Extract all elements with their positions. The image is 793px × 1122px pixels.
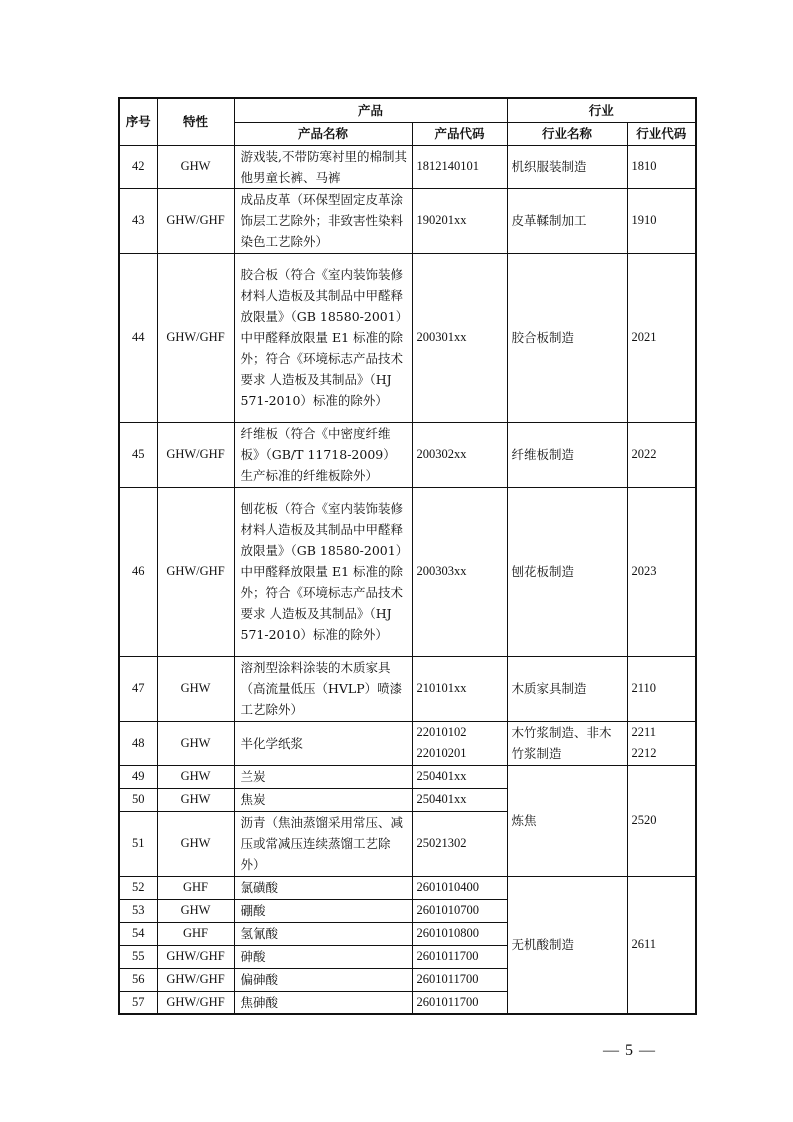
row-industry-code: 2023 [627, 487, 696, 656]
row-product-name: 半化学纸浆 [234, 721, 412, 765]
table-row [119, 487, 696, 656]
header-industry-code: 行业代码 [627, 122, 696, 145]
row-product-code: 250401xx [412, 788, 507, 811]
group-industry-name-coking: 炼焦 [507, 765, 627, 876]
row-product-code: 2601011700 [412, 968, 507, 991]
row-industry-name: 胶合板制造 [507, 253, 627, 422]
row-seq: 50 [119, 788, 157, 811]
header-product: 产品 [234, 98, 507, 122]
header-product-name: 产品名称 [234, 122, 412, 145]
product-industry-table [118, 97, 697, 1015]
row-product-code: 200302xx [412, 422, 507, 487]
row-product-name: 焦炭 [234, 788, 412, 811]
row-product-code: 1812140101 [412, 145, 507, 188]
table-row [119, 765, 696, 788]
row-product-name: 成品皮革（环保型固定皮革涂饰层工艺除外；非致害性染料染色工艺除外） [234, 188, 412, 253]
row-product-code: 2601010800 [412, 922, 507, 945]
row-product-code: 200301xx [412, 253, 507, 422]
row-seq: 51 [119, 811, 157, 876]
row-industry-code [627, 721, 696, 765]
row-industry-name: 木质家具制造 [507, 656, 627, 721]
row-seq: 47 [119, 656, 157, 721]
row-seq: 48 [119, 721, 157, 765]
row-industry-name: 纤维板制造 [507, 422, 627, 487]
row-industry-name: 皮革鞣制加工 [507, 188, 627, 253]
row-attr: GHW/GHF [157, 991, 234, 1014]
row-attr: GHW/GHF [157, 487, 234, 656]
row-product-name: 胶合板（符合《室内装饰装修材料人造板及其制品中甲醛释放限量》（GB 18580-2001）中甲醛释放限量 E1 标准的除外；符合《环境标志产品技术要求 人造板及其制品》（HJ 571-2010）标准的除外） [234, 253, 412, 422]
row-attr: GHW [157, 811, 234, 876]
row-product-name: 氢氰酸 [234, 922, 412, 945]
row-attr: GHW/GHF [157, 968, 234, 991]
row-industry-code-2: 2212 [631, 746, 657, 760]
row-product-code: 250401xx [412, 765, 507, 788]
row-attr: GHF [157, 922, 234, 945]
row-industry-code: 2022 [627, 422, 696, 487]
table-row [119, 253, 696, 422]
row-attr: GHW/GHF [157, 188, 234, 253]
header-product-code: 产品代码 [412, 122, 507, 145]
row-attr: GHW/GHF [157, 422, 234, 487]
table-row [119, 876, 696, 899]
row-product-code: 210101xx [412, 656, 507, 721]
table-row [119, 422, 696, 487]
table-row [119, 145, 696, 188]
row-industry-name: 机织服装制造 [507, 145, 627, 188]
row-product-name: 氯磺酸 [234, 876, 412, 899]
row-product-name: 纤维板（符合《中密度纤维板》（GB/T 11718-2009）生产标准的纤维板除外） [234, 422, 412, 487]
row-seq: 43 [119, 188, 157, 253]
row-product-name: 硼酸 [234, 899, 412, 922]
row-product-name: 沥青（焦油蒸馏采用常压、减压或常减压连续蒸馏工艺除外） [234, 811, 412, 876]
header-industry-name: 行业名称 [507, 122, 627, 145]
header-industry: 行业 [507, 98, 696, 122]
row-attr: GHW [157, 721, 234, 765]
row-attr: GHW/GHF [157, 945, 234, 968]
row-industry-code: 2021 [627, 253, 696, 422]
row-product-code: 25021302 [412, 811, 507, 876]
row-seq: 46 [119, 487, 157, 656]
row-industry-code: 2110 [627, 656, 696, 721]
row-attr: GHW [157, 656, 234, 721]
group-industry-name-acid: 无机酸制造 [507, 876, 627, 1014]
row-product-code: 2601011700 [412, 945, 507, 968]
row-seq: 44 [119, 253, 157, 422]
row-seq: 56 [119, 968, 157, 991]
row-product-name: 游戏装,不带防寒衬里的棉制其他男童长裤、马裤 [234, 145, 412, 188]
row-product-name: 兰炭 [234, 765, 412, 788]
row-seq: 45 [119, 422, 157, 487]
row-attr: GHW/GHF [157, 253, 234, 422]
row-product-name: 砷酸 [234, 945, 412, 968]
row-seq: 49 [119, 765, 157, 788]
row-product-code: 2601010400 [412, 876, 507, 899]
row-attr: GHF [157, 876, 234, 899]
row-attr: GHW [157, 145, 234, 188]
row-seq: 52 [119, 876, 157, 899]
row-industry-name: 木竹浆制造、非木竹浆制造 [507, 721, 627, 765]
table-row [119, 656, 696, 721]
table-row [119, 188, 696, 253]
row-product-name: 溶剂型涂料涂装的木质家具（高流量低压（HVLP）喷漆工艺除外） [234, 656, 412, 721]
row-product-code-1: 22010102 [416, 725, 467, 739]
table-row [119, 721, 696, 765]
row-product-code: 200303xx [412, 487, 507, 656]
group-industry-code-coking: 2520 [627, 765, 696, 876]
row-product-name: 刨花板（符合《室内装饰装修材料人造板及其制品中甲醛释放限量》（GB 18580-2001）中甲醛释放限量 E1 标准的除外；符合《环境标志产品技术要求 人造板及其制品》（HJ 571-2010）标准的除外） [234, 487, 412, 656]
row-product-name: 偏砷酸 [234, 968, 412, 991]
row-industry-name: 刨花板制造 [507, 487, 627, 656]
row-attr: GHW [157, 788, 234, 811]
row-seq: 54 [119, 922, 157, 945]
row-product-name: 焦砷酸 [234, 991, 412, 1014]
row-seq: 55 [119, 945, 157, 968]
row-product-code: 2601011700 [412, 991, 507, 1014]
header-seq: 序号 [119, 98, 157, 145]
row-seq: 57 [119, 991, 157, 1014]
row-product-code: 2601010700 [412, 899, 507, 922]
row-product-code [412, 721, 507, 765]
header-attr: 特性 [157, 98, 234, 145]
row-industry-code: 1810 [627, 145, 696, 188]
row-industry-code-1: 2211 [631, 725, 657, 739]
row-attr: GHW [157, 765, 234, 788]
row-product-code: 190201xx [412, 188, 507, 253]
page-number: — 5 — [603, 1042, 656, 1059]
row-seq: 42 [119, 145, 157, 188]
row-seq: 53 [119, 899, 157, 922]
group-industry-code-acid: 2611 [627, 876, 696, 1014]
row-industry-code: 1910 [627, 188, 696, 253]
row-product-code-2: 22010201 [416, 746, 467, 760]
row-attr: GHW [157, 899, 234, 922]
